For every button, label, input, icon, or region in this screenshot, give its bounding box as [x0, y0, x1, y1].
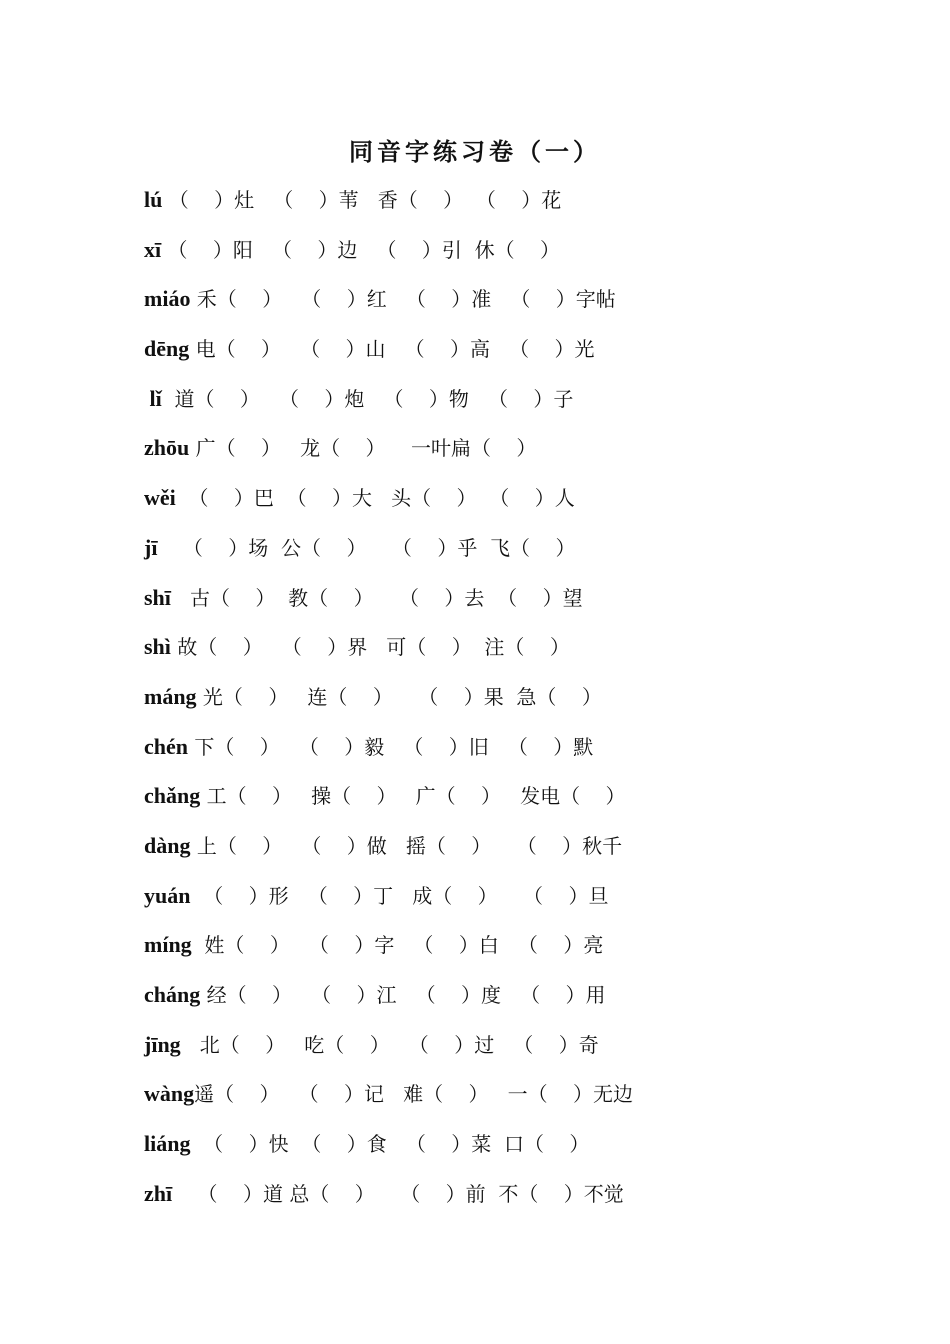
- exercise-row: [144, 183, 844, 233]
- exercise-row: [144, 928, 844, 978]
- pinyin-label: zhī: [144, 1180, 173, 1206]
- exercise-row: [144, 1127, 844, 1177]
- exercise-row: [144, 282, 844, 332]
- exercise-row: [144, 332, 844, 382]
- pinyin-label: chǎng: [144, 783, 201, 809]
- pinyin-label: jīng: [144, 1031, 181, 1057]
- pinyin-label: míng: [144, 932, 192, 958]
- word-blanks: 姓（ ） （ ）字 （ ）白 （ ）亮: [191, 933, 604, 958]
- pinyin-label: xī: [144, 236, 162, 262]
- word-blanks: （ ）道 总（ ） （ ）前 不（ ）不觉: [172, 1181, 624, 1206]
- exercise-list: [144, 183, 844, 1226]
- pinyin-label: liáng: [144, 1131, 191, 1157]
- exercise-row: [144, 1177, 844, 1227]
- word-blanks: （ ）巴 （ ）大 头（ ） （ ）人: [175, 486, 575, 511]
- pinyin-label: jī: [144, 534, 158, 560]
- pinyin-label: miáo: [144, 286, 191, 312]
- word-blanks: 光（ ） 连（ ） （ ）果 急（ ）: [196, 684, 602, 709]
- exercise-row: [144, 431, 844, 481]
- word-blanks: 工（ ） 操（ ） 广（ ） 发电（ ）: [200, 784, 626, 809]
- word-blanks: （ ）阳 （ ）边 （ ）引 休（ ）: [161, 237, 561, 262]
- word-blanks: 电（ ） （ ）山 （ ）高 （ ）光: [189, 337, 595, 362]
- exercise-row: [144, 978, 844, 1028]
- exercise-row: [144, 829, 844, 879]
- word-blanks: 广（ ） 龙（ ） 一叶扁（ ）: [189, 436, 537, 461]
- pinyin-label: wěi: [144, 485, 176, 511]
- exercise-row: [144, 481, 844, 531]
- pinyin-label: yuán: [144, 882, 191, 908]
- word-blanks: 经（ ） （ ）江 （ ）度 （ ）用: [200, 983, 606, 1007]
- word-blanks: （ ）快 （ ）食 （ ）菜 口（ ）: [190, 1132, 590, 1157]
- pinyin-label: lú: [144, 187, 163, 212]
- word-blanks: 道（ ） （ ）炮 （ ）物 （ ）子: [161, 386, 574, 411]
- pinyin-label: máng: [144, 683, 197, 709]
- exercise-row: [144, 630, 844, 680]
- pinyin-label: chén: [144, 733, 188, 759]
- pinyin-label: dēng: [144, 336, 190, 362]
- exercise-row: [144, 531, 844, 581]
- page-title: 同音字练习卷（一）: [349, 137, 601, 166]
- pinyin-label: zhōu: [144, 435, 190, 461]
- word-blanks: 故（ ） （ ）界 可（ ） 注（ ）: [170, 635, 570, 660]
- pinyin-label: shī: [144, 584, 171, 610]
- exercise-row: [144, 879, 844, 929]
- word-blanks: （ ）灶 （ ）苇 香（ ） （ ）花: [162, 188, 562, 212]
- exercise-row: [144, 1077, 844, 1127]
- word-blanks: 下（ ） （ ）毅 （ ）旧 （ ）默: [188, 734, 594, 759]
- pinyin-label: wàng: [144, 1081, 195, 1107]
- exercise-row: [144, 581, 844, 631]
- exercise-row: [144, 233, 844, 283]
- word-blanks: （ ）形 （ ）丁 成（ ） （ ）旦: [190, 883, 609, 908]
- word-blanks: 古（ ） 教（ ） （ ）去 （ ）望: [170, 585, 583, 610]
- pinyin-label: lǐ: [144, 385, 162, 411]
- pinyin-label: cháng: [144, 982, 201, 1007]
- word-blanks: 遥（ ） （ ）记 难（ ） 一（ ）无边: [194, 1082, 634, 1107]
- exercise-row: [144, 730, 844, 780]
- exercise-row: [144, 1028, 844, 1078]
- word-blanks: 上（ ） （ ）做 摇（ ） （ ）秋千: [190, 833, 623, 858]
- word-blanks: （ ）场 公（ ） （ ）乎 飞（ ）: [157, 535, 576, 560]
- pinyin-label: shì: [144, 634, 171, 660]
- exercise-row: [144, 779, 844, 829]
- exercise-row: [144, 680, 844, 730]
- pinyin-label: dàng: [144, 832, 191, 858]
- word-blanks: 北（ ） 吃（ ） （ ）过 （ ）奇: [180, 1032, 599, 1057]
- word-blanks: 禾（ ） （ ）红 （ ）准 （ ）字帖: [190, 287, 616, 312]
- exercise-row: [144, 382, 844, 432]
